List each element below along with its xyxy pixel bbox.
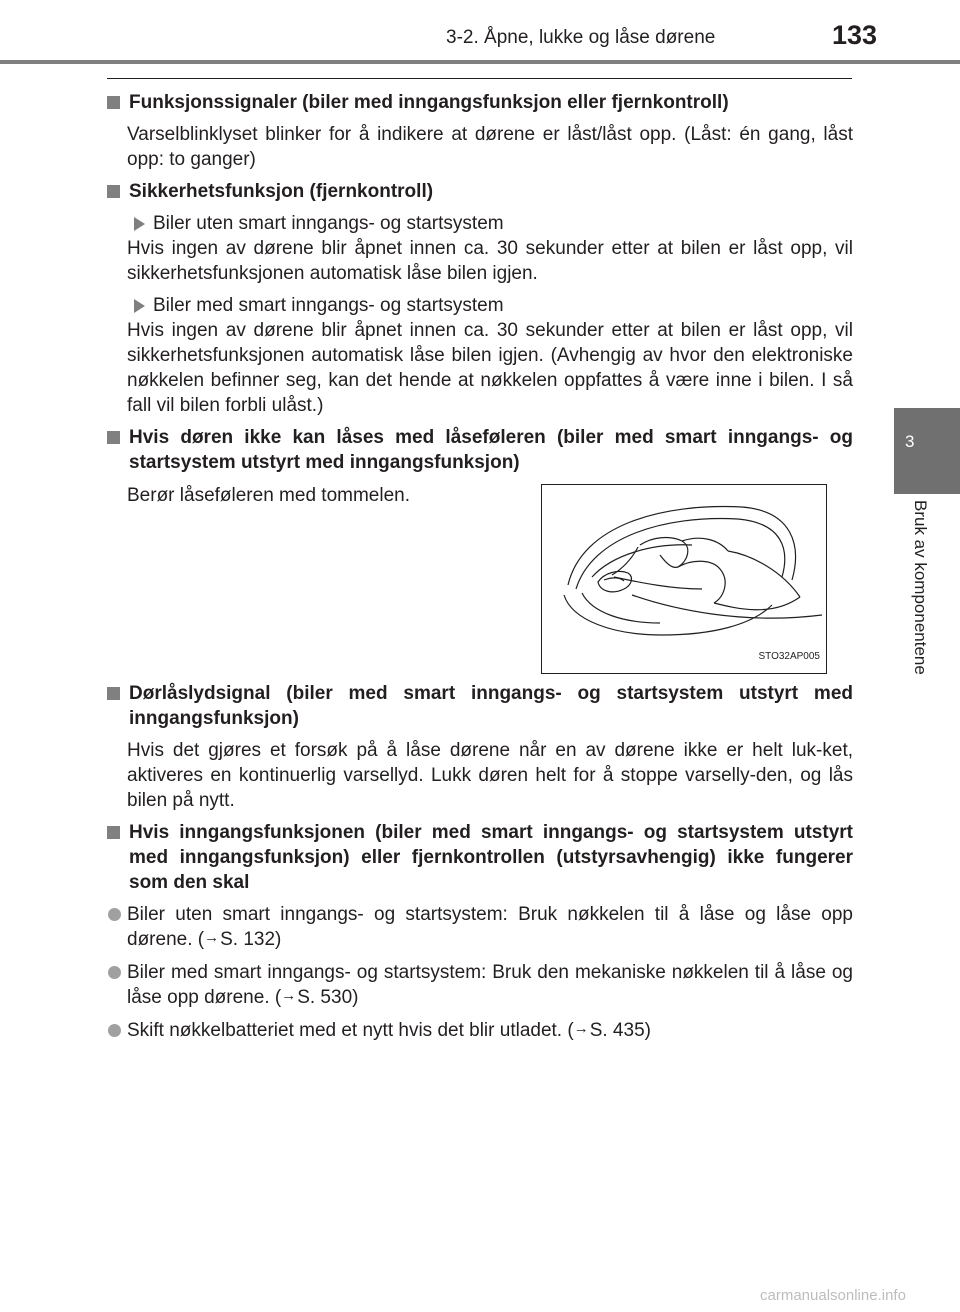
list-item xyxy=(107,902,853,953)
heading-text: Funksjonssignaler (biler med inngangsfunksjon eller fjernkontroll) xyxy=(129,92,729,113)
chapter-tab xyxy=(894,408,960,494)
triangle-bullet-icon xyxy=(134,217,145,231)
paragraph-with-smart: Hvis ingen av dørene blir åpnet innen ca. 30 sekunder etter at bilen er låst opp, vil sikkerhetsfunksjonen automatisk låse bilen igjen. (Avhengig av hvor den elektroniske nøkkelen befinner seg, kan det hende at nøkkelen oppfattes å være inne i bilen. I så fall vil bilen forbli ulåst.) xyxy=(127,320,853,416)
square-bullet-icon xyxy=(107,96,120,109)
section-heading-signals xyxy=(107,90,853,115)
section-heading-lock-sensor xyxy=(107,425,853,475)
page-reference-link[interactable]: S. 530) xyxy=(297,987,359,1008)
header-rule xyxy=(0,60,960,64)
watermark: carmanualsonline.info xyxy=(760,1287,906,1304)
circle-bullet-icon xyxy=(108,908,121,921)
subheading-with-smart xyxy=(107,293,853,318)
square-bullet-icon xyxy=(107,185,120,198)
subheading-text: Biler med smart inngangs- og startsystem xyxy=(153,295,504,316)
circle-bullet-icon xyxy=(108,1024,121,1037)
list-item-text: Biler uten smart inngangs- og startsystem: Bruk nøkkelen til å låse og låse opp dørene. ( xyxy=(127,904,853,950)
content-top-rule xyxy=(107,78,852,79)
paragraph-without-smart: Hvis ingen av dørene blir åpnet innen ca. 30 sekunder etter at bilen er låst opp, vil sikkerhetsfunksjonen automatisk låse bilen igjen. xyxy=(127,238,853,284)
heading-text: Hvis inngangsfunksjonen (biler med smart inngangs- og startsystem utstyrt med inngangsfunksjon) eller fjernkontrollen (utstyrsavhengig) ikke fungerer som den skal xyxy=(129,822,853,893)
heading-text: Sikkerhetsfunksjon (fjernkontroll) xyxy=(129,181,434,202)
page-reference-link[interactable]: S. 435) xyxy=(589,1020,651,1041)
subheading-text: Biler uten smart inngangs- og startsystem xyxy=(153,213,504,234)
chapter-tab-number: 3 xyxy=(905,432,915,451)
list-item-text: Biler med smart inngangs- og startsystem: Bruk den mekaniske nøkkelen til å låse og låse opp dørene. ( xyxy=(127,962,853,1008)
heading-text: Dørlåslydsignal (biler med smart inngangs- og startsystem utstyrt med inngangsfunksjon) xyxy=(129,683,853,729)
subheading-without-smart xyxy=(107,211,853,236)
figure-code: STO32AP005 xyxy=(758,651,820,662)
arrow-right-icon: → xyxy=(204,929,220,946)
page-content xyxy=(107,90,853,1051)
triangle-bullet-icon xyxy=(134,299,145,313)
figure-row xyxy=(107,485,853,675)
section-heading-security xyxy=(107,179,853,204)
square-bullet-icon xyxy=(107,826,120,839)
page-number: 133 xyxy=(832,20,878,50)
door-handle-illustration xyxy=(541,484,827,674)
arrow-right-icon: → xyxy=(573,1020,589,1037)
chapter-tab-label: Bruk av komponentene xyxy=(911,500,930,675)
section-heading-lock-sound xyxy=(107,681,853,731)
figure-instruction: Berør låseføleren med tommelen. xyxy=(127,485,410,506)
circle-bullet-icon xyxy=(108,966,121,979)
header-title: 3-2. Åpne, lukke og låse dørene xyxy=(446,27,716,48)
section-heading-malfunction xyxy=(107,820,853,895)
list-item xyxy=(107,960,853,1011)
square-bullet-icon xyxy=(107,431,120,444)
paragraph-lock-sound: Hvis det gjøres et forsøk på å låse dørene når en av dørene ikke er helt luk-ket, aktiveres en kontinuerlig varsellyd. Lukk døren helt for å stoppe varselly-den, og lås bilen på nytt. xyxy=(127,740,853,811)
arrow-right-icon: → xyxy=(281,987,297,1004)
paragraph-signals: Varselblinklyset blinker for å indikere at dørene er låst/låst opp. (Låst: én gang, låst opp: to ganger) xyxy=(127,124,853,170)
page-reference-link[interactable]: S. 132) xyxy=(220,929,282,950)
heading-text: Hvis døren ikke kan låses med låseføleren (biler med smart inngangs- og startsystem utstyrt med inngangsfunksjon) xyxy=(129,427,853,473)
list-item xyxy=(107,1018,853,1044)
square-bullet-icon xyxy=(107,687,120,700)
list-item-text: Skift nøkkelbatteriet med et nytt hvis det blir utladet. ( xyxy=(127,1020,574,1041)
